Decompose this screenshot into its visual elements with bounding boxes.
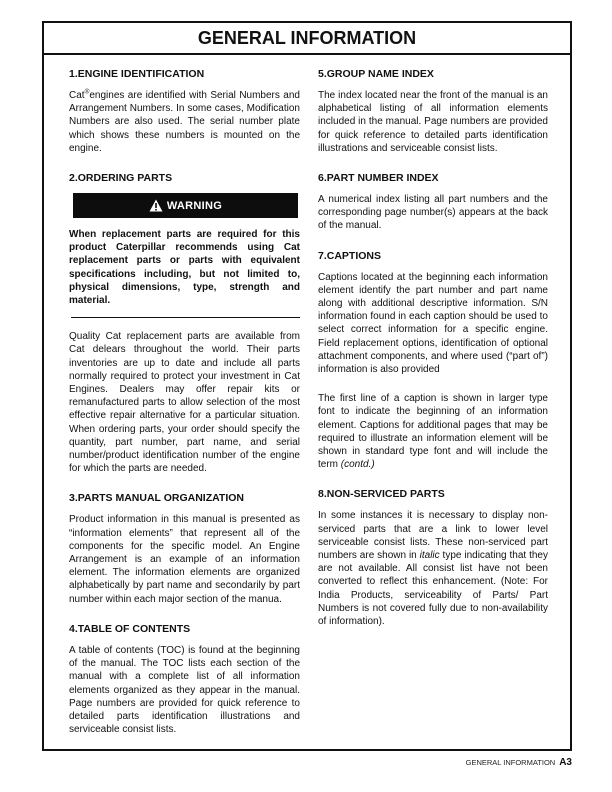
body-text: engines are identified with Serial Numbers and Arrangement Numbers. In some cases, Modification Numbers are also used. The serial number plate which shows these numbers is mounted on the engine. bbox=[69, 90, 300, 154]
section-body: The index located near the front of the manual is an alphabetical listing of all information elements included in the manual. Page numbers are provided for quick reference to detailed parts identification illustrations and serviceable consist lists. bbox=[318, 90, 548, 154]
section-ordering-parts bbox=[69, 171, 300, 475]
section-group-name-index bbox=[318, 67, 548, 155]
italic-term: italic bbox=[419, 550, 440, 562]
contd-term: (contd.) bbox=[340, 459, 375, 471]
section-body bbox=[69, 89, 300, 155]
section-heading: 6.PART NUMBER INDEX bbox=[318, 172, 439, 185]
page-number: A3 bbox=[559, 757, 572, 768]
body-text: The first line of a caption is shown in larger type font to indicate the beginning of an information element. Captions for additional pages that may be required to illustrate an information element will be shown in standard type font and will include the term bbox=[318, 393, 548, 471]
section-table-of-contents bbox=[69, 622, 300, 736]
page-header bbox=[44, 23, 570, 55]
warning-label: WARNING bbox=[166, 199, 223, 212]
page-footer bbox=[466, 757, 572, 768]
warning-triangle-icon bbox=[149, 199, 163, 212]
section-heading: 8.NON-SERVICED PARTS bbox=[318, 488, 445, 501]
section-engine-identification bbox=[69, 67, 300, 155]
section-body: Product information in this manual is presented as “information elements” that represent all of the components for the specific model. An Engine Arrangement is an example of an information element. The information elements are organized alphabetically by part name and secondarily by part number within each major section of the manua. bbox=[69, 514, 300, 605]
section-heading: 3.PARTS MANUAL ORGANIZATION bbox=[69, 492, 244, 505]
section-body: Captions located at the beginning each information element identify the part number and part name along with additional descriptive information. S/N information found in each caption should be used to select correct information for a specific engine. Field replacement options, identification of optional attachment components, and where used (“part of”) information is also provided bbox=[318, 271, 548, 376]
section-non-serviced-parts bbox=[318, 487, 548, 628]
section-captions bbox=[318, 249, 548, 472]
warning-divider bbox=[71, 317, 300, 318]
body-text: type indicating that they are not available. All consist list have not been converted to reflect this enhancement. (Note: For India Products, serviceability of Parts/ Part Numbers is not covered fully due to non-availability of information). bbox=[318, 550, 548, 628]
page-frame bbox=[42, 21, 572, 751]
right-column bbox=[318, 67, 548, 628]
registered-mark: ® bbox=[84, 88, 90, 96]
warning-banner bbox=[73, 193, 298, 218]
section-body bbox=[318, 509, 548, 628]
section-heading: 5.GROUP NAME INDEX bbox=[318, 68, 434, 80]
section-body: A table of contents (TOC) is found at the beginning of the manual. The TOC lists each section of the manual with a complete list of all information elements organized as they appear in the manual. Page numbers are provided for quick reference to detailed parts identification illustrations and serviceable consist lists. bbox=[69, 644, 300, 736]
brand-text: Cat bbox=[69, 90, 85, 101]
left-column bbox=[69, 67, 300, 736]
section-parts-manual-organization bbox=[69, 491, 300, 605]
body-text: In some instances it is necessary to display non-serviced parts that are a link to lower level serviceable consist lists. These non-serviced part numbers are shown in bbox=[318, 510, 548, 562]
section-heading: 2.ORDERING PARTS bbox=[69, 172, 173, 185]
section-part-number-index bbox=[318, 171, 548, 233]
section-body: Quality Cat replacement parts are available from Cat delears throughout the world. Their parts inventories are up to date and include all parts normally required to protect your investment in Cat Engines. Dealers may offer repair kits or remanufactured parts to allow selection of the most effective repair alternative for a particular situation. When ordering parts, your order should specify the quantity, part number, part name, and serial number/product identification number of the engine for which the parts are needed. bbox=[69, 331, 300, 475]
section-heading: 1.ENGINE IDENTIFICATION bbox=[69, 68, 205, 80]
footer-section-label: GENERAL INFORMATION bbox=[465, 758, 556, 767]
warning-text: When replacement parts are required for this product Caterpillar recommends using Cat replacement parts or parts with equivalent specifications including, but not limited to, physical dimensions, type, strength and material. bbox=[69, 229, 300, 307]
section-body bbox=[318, 392, 548, 471]
section-heading: 4.TABLE OF CONTENTS bbox=[69, 622, 191, 635]
page-title: GENERAL INFORMATION bbox=[197, 28, 417, 48]
section-body: A numerical index listing all part numbers and the corresponding page number(s) appears at the back of the manual. bbox=[318, 194, 548, 232]
section-heading: 7.CAPTIONS bbox=[318, 249, 382, 262]
